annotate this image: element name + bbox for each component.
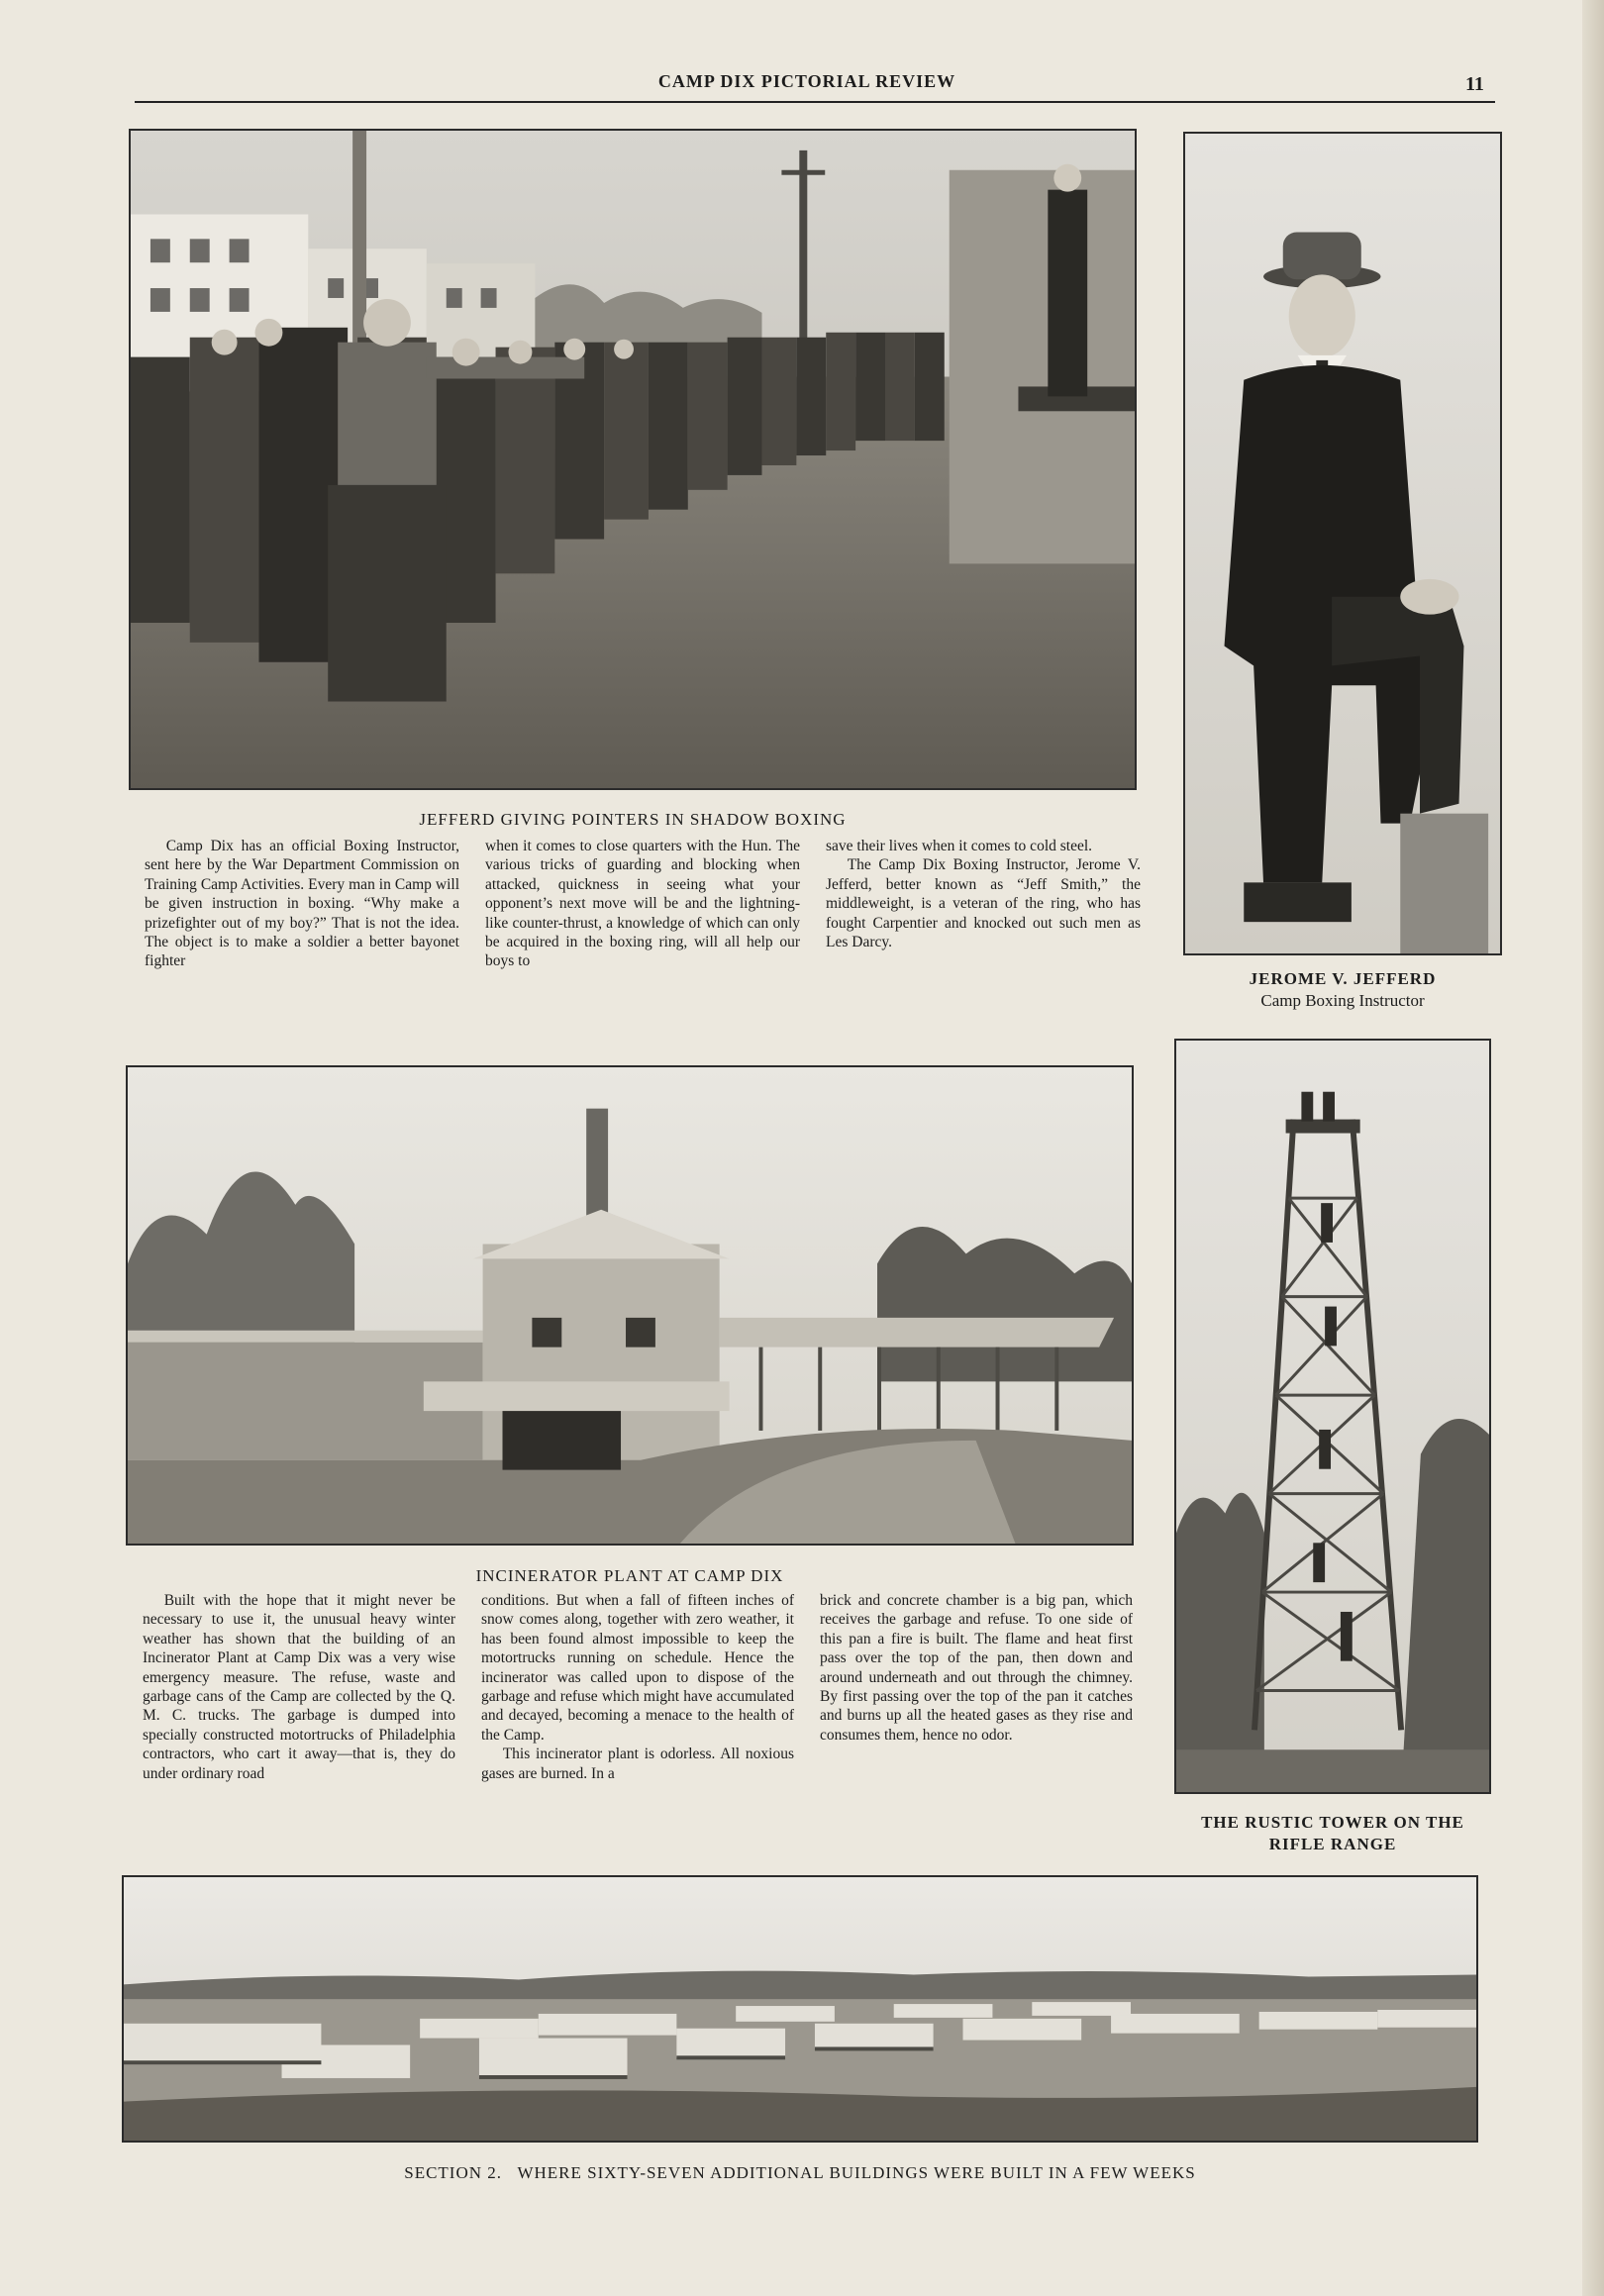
page-edge: [1582, 0, 1604, 2296]
boxing-article-column-1: [145, 837, 459, 971]
incinerator-article-column-2: [481, 1591, 794, 1783]
incinerator-paragraph-1: Built with the hope that it might never be necessary to use it, the unusual heavy winter weather has shown that the building of an Incinerator Plant at Camp Dix was a very wise emergency measure. The refuse, waste and garbage cans of the Camp are collected by the Q. M. C. trucks. The garbage is dumped into specially constructed motortrucks of Philadelphia contractors, who cart it away—that is, they do under ordinary road: [143, 1592, 455, 1782]
tower-caption-line-1: THE RUSTIC TOWER ON THE: [1201, 1813, 1464, 1832]
boxing-article-column-3: [826, 837, 1141, 971]
portrait-name: JEROME V. JEFFERD: [1249, 969, 1437, 988]
jefferd-portrait-photo: [1183, 132, 1502, 955]
boxing-paragraph-1: Camp Dix has an official Boxing Instructor, sent here by the War Department Commission on Training Camp Activities. Every man in Camp will be given instruction in boxing. “Why make a prizefighter out of my boy?” That is not the idea. The object is to make a soldier a better bayonet fighter: [145, 838, 459, 970]
shadow-boxing-photo: [129, 129, 1137, 790]
incinerator-plant-photo: [126, 1065, 1134, 1546]
rustic-tower-photo: [1174, 1039, 1491, 1794]
page-number: 11: [1465, 73, 1484, 95]
tower-caption: [1174, 1812, 1491, 1855]
incinerator-paragraph-2: This incinerator plant is odorless. All noxious gases are burned. In a: [481, 1746, 794, 1782]
incinerator-article-column-1: [143, 1591, 455, 1783]
boxing-article-column-2: [485, 837, 800, 971]
portrait-title: Camp Boxing Instructor: [1260, 991, 1425, 1010]
magazine-title: CAMP DIX PICTORIAL REVIEW: [657, 71, 956, 91]
portrait-caption: [1183, 968, 1502, 1012]
boxing-paragraph-1-cont: when it comes to close quarters with the Hun. The various tricks of guarding and blocking when attacked, quickness in seeing what your opponent’s next move will be and the lightning-like counter-thrust, a knowledge of which can only be acquired in the boxing ring, will all help our boys to: [485, 838, 800, 970]
tower-caption-line-2: RIFLE RANGE: [1268, 1835, 1397, 1853]
camp-panorama-photo: [122, 1875, 1478, 2143]
boxing-article: [145, 837, 1141, 971]
boxing-paragraph-2: The Camp Dix Boxing Instructor, Jerome V. Jefferd, better known as “Jeff Smith,” the middleweight, is a veteran of the ring, who has fought Carpentier and knocked out such men as Les Darcy.: [826, 856, 1141, 951]
incinerator-paragraph-2-cont: brick and concrete chamber is a big pan, which receives the garbage and refuse. To one side of this pan a fire is built. The flame and heat first pass over the top of the pan, then down and around underneath and out through the chimney. By first passing over the top of the pan it catches and burns up all the heated gases as they rise and consumes them, hence no odor.: [820, 1592, 1133, 1744]
incinerator-article: [143, 1591, 1133, 1783]
incinerator-article-column-3: [820, 1591, 1133, 1783]
panorama-caption: SECTION 2. WHERE SIXTY-SEVEN ADDITIONAL BUILDINGS WERE BUILT IN A FEW WEEKS: [404, 2163, 1196, 2182]
incinerator-paragraph-1-cont: conditions. But when a fall of fifteen inches of snow comes along, together with zero weather, it has been found almost impossible to keep the motortrucks running on schedule. Hence the incinerator was called upon to dispose of the garbage and refuse which might have accumulated and decayed, becoming a menace to the health of the Camp.: [481, 1592, 794, 1744]
boxing-photo-caption: JEFFERD GIVING POINTERS IN SHADOW BOXING: [419, 810, 847, 829]
incinerator-photo-caption: INCINERATOR PLANT AT CAMP DIX: [475, 1566, 784, 1585]
header-rule: [135, 101, 1495, 103]
boxing-paragraph-1-end: save their lives when it comes to cold steel.: [826, 838, 1093, 854]
